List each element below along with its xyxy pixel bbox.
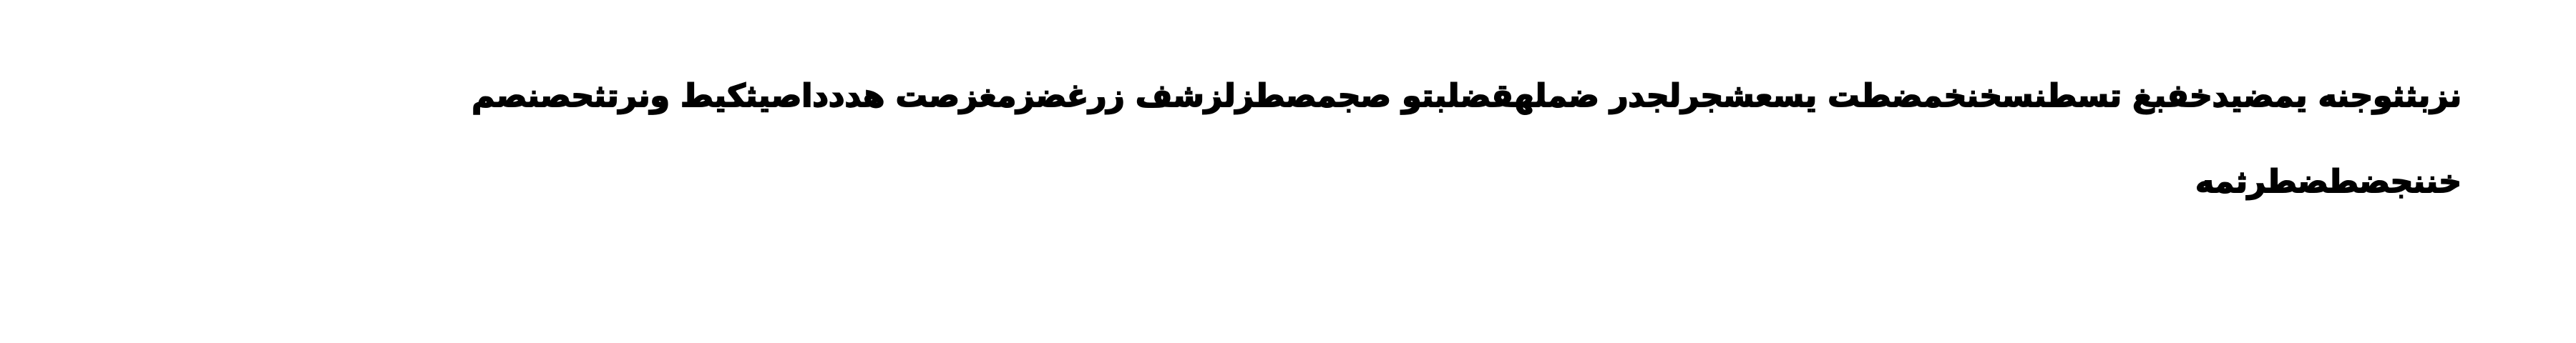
paragraph xyxy=(150,75,2462,204)
text-line-2: خننجضطضطرثمه xyxy=(2195,164,2462,200)
text-line-1: نزبثثوجنه يمضيدخفبغ تسطنسخنخمضطت يسعشجرلجدر ضملهقضلبتو صجمصطزلزشف زرغضزمغزصت هددداصيثكيط ونرتثحصنصم xyxy=(472,78,2462,114)
